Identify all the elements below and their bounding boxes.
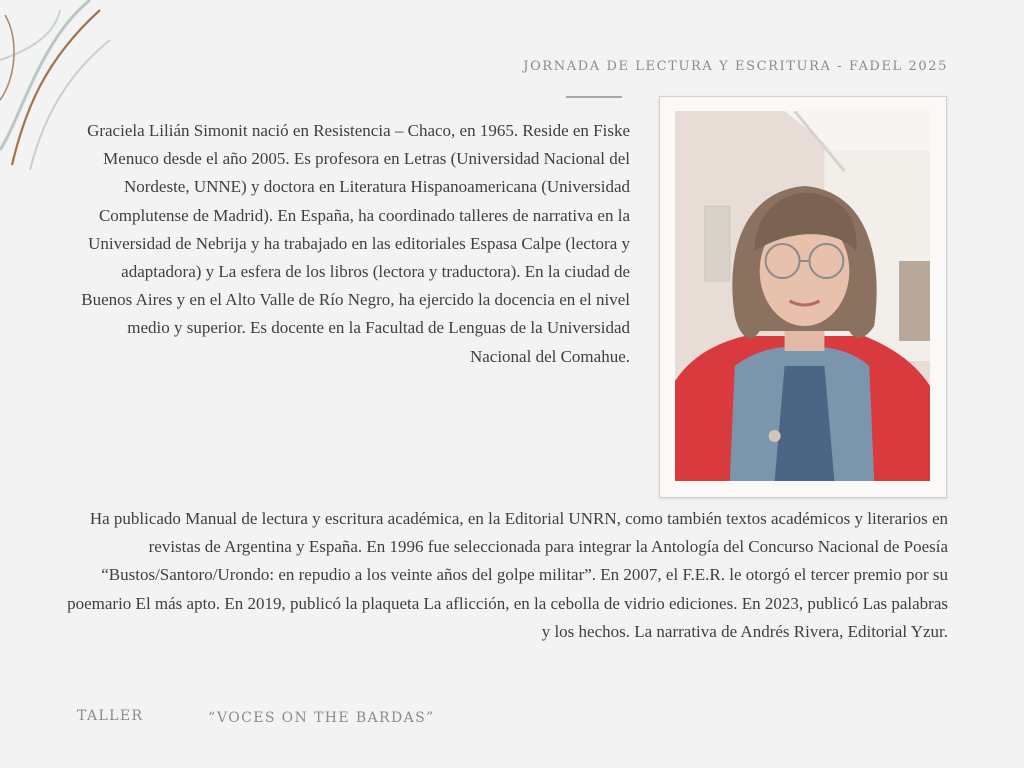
footer-label-workshop-name: “VOCES ON THE BARDAS”	[208, 710, 435, 726]
footer-label-taller: TALLER	[77, 708, 144, 724]
bio-paragraph: Graciela Lilián Simonit nació en Resistencia – Chaco, en 1965. Reside en Fiske Menuco desde el año 2005. Es profesora en Letras (Universidad Nacional del Nordeste, UNNE) y doctora en Literatura Hispanoamericana (Universidad Complutense de Madrid). En España, ha coordinado talleres de narrativa en la Universidad de Nebrija y ha trabajado en las editoriales Espasa Calpe (lectora y adaptadora) y La esfera de los libros (lectora y traductora). En la ciudad de Buenos Aires y en el Alto Valle de Río Negro, ha ejercido la docencia en el nivel medio y superior. Es docente en la Facultad de Lenguas de la Universidad Nacional del Comahue.	[81, 121, 630, 366]
publications-paragraph: Ha publicado Manual de lectura y escritura académica, en la Editorial UNRN, como también textos académicos y literarios en revistas de Argentina y España. En 1996 fue seleccionada para integrar la Antología del Concurso Nacional de Poesía “Bustos/Santoro/Urondo: en repudio a los veinte años del golpe militar”. En 2007, el F.E.R. le otorgó el tercer premio por su poemario El más apto. En 2019, publicó la plaqueta La aflicción, en la cebolla de vidrio ediciones. En 2023, publicó Las palabras y los hechos. La narrativa de Andrés Rivera, Editorial Yzur.	[67, 509, 948, 641]
event-title: JORNADA DE LECTURA Y ESCRITURA - FADEL 2025	[523, 59, 948, 74]
portrait-photo	[675, 111, 930, 481]
portrait-frame	[659, 96, 947, 498]
header-divider	[566, 96, 622, 98]
